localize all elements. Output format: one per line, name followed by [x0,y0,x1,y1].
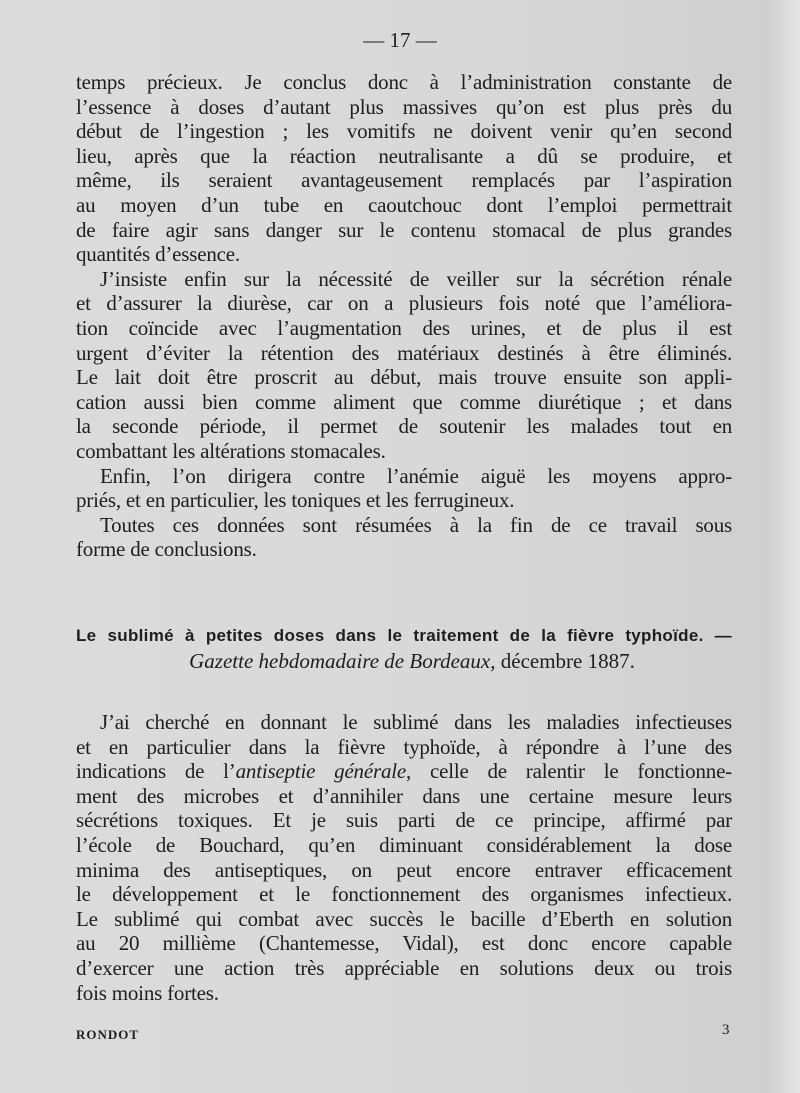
text-line: ment des microbes et d’annihiler dans une certaine mesure leurs [76,783,732,808]
text-line: Le sublimé qui combat avec succès le bacille d’Eberth en solution [76,906,732,931]
text-line: sécrétions toxiques. Et je suis parti de ce principe, affirmé par [76,808,732,833]
printer-signature: RONDOT [76,1027,140,1042]
text-line: Le lait doit être proscrit au début, mais trouve ensuite son appli- [76,365,732,390]
article-title: Le sublimé à petites doses dans le traitement de la fièvre typhoïde. — [76,626,732,645]
text-line: l’école de Bouchard, qu’en diminuant considérablement la dose [76,833,732,857]
text-line [76,759,732,783]
text-line: forme de conclusions. [76,537,257,562]
text-line: le développement et le fonctionnement des organismes infectieux. [76,882,732,907]
text-line: minima des antiseptiques, on peut encore entraver efficacement [76,857,732,882]
text-line: tion coïncide avec l’augmentation des urines, et de plus il est [76,316,732,340]
text-line: fois moins fortes. [76,980,219,1005]
text-line: urgent d’éviter la rétention des matériaux destinés à être éliminés. [76,340,732,365]
text-line: priés, et en particulier, les toniques et les ferrugineux. [76,488,515,513]
text-line: Toutes ces données sont résumées à la fin de ce travail sous [100,512,732,537]
text-segment: , celle de ralentir le fonctionne- [406,759,732,784]
text-line: et en particulier dans la fièvre typhoïde, à répondre à l’une des [76,734,732,759]
text-line: et d’assurer la diurèse, car on a plusieurs fois noté que l’améliora- [76,291,732,316]
source-journal: Gazette hebdomadaire de Bordeaux, [189,649,496,673]
text-line: même, ils seraient avantageusement remplacés par l’aspiration [76,168,732,193]
sheet-number: 3 [722,1022,730,1038]
text-line: lieu, après que la réaction neutralisante a dû se produire, et [76,143,732,168]
article-source [0,649,800,674]
text-line: au 20 millième (Chantemesse, Vidal), est donc encore capable [76,931,732,956]
text-line: de faire agir sans danger sur le contenu stomacal de plus grandes [76,217,732,242]
emphasis-text: antiseptie générale [235,759,407,784]
text-line: début de l’ingestion ; les vomitifs ne doivent venir qu’en second [76,119,732,144]
text-line: combattant les altérations stomacales. [76,439,386,463]
text-line: au moyen d’un tube en caoutchouc dont l’emploi permettrait [76,193,732,217]
text-line: temps précieux. Je conclus donc à l’administration constante de [76,70,732,94]
page-number-header: — 17 — [363,28,437,52]
source-date: décembre 1887. [495,649,635,673]
text-line: quantités d’essence. [76,242,240,267]
text-line: d’exercer une action très appréciable en solutions deux ou trois [76,956,732,980]
text-line: Enfin, l’on dirigera contre l’anémie aiguë les moyens appro- [100,463,732,488]
text-line: cation aussi bien comme aliment que comme diurétique ; et dans [76,389,732,414]
text-line: J’ai cherché en donnant le sublimé dans les maladies infectieuses [100,710,732,734]
text-line: J’insiste enfin sur la nécessité de veiller sur la sécrétion rénale [100,266,732,291]
text-line: l’essence à doses d’autant plus massives qu’on est plus près du [76,94,732,119]
text-segment: indications de l’ [76,759,236,784]
text-line: la seconde période, il permet de soutenir les malades tout en [76,414,732,439]
